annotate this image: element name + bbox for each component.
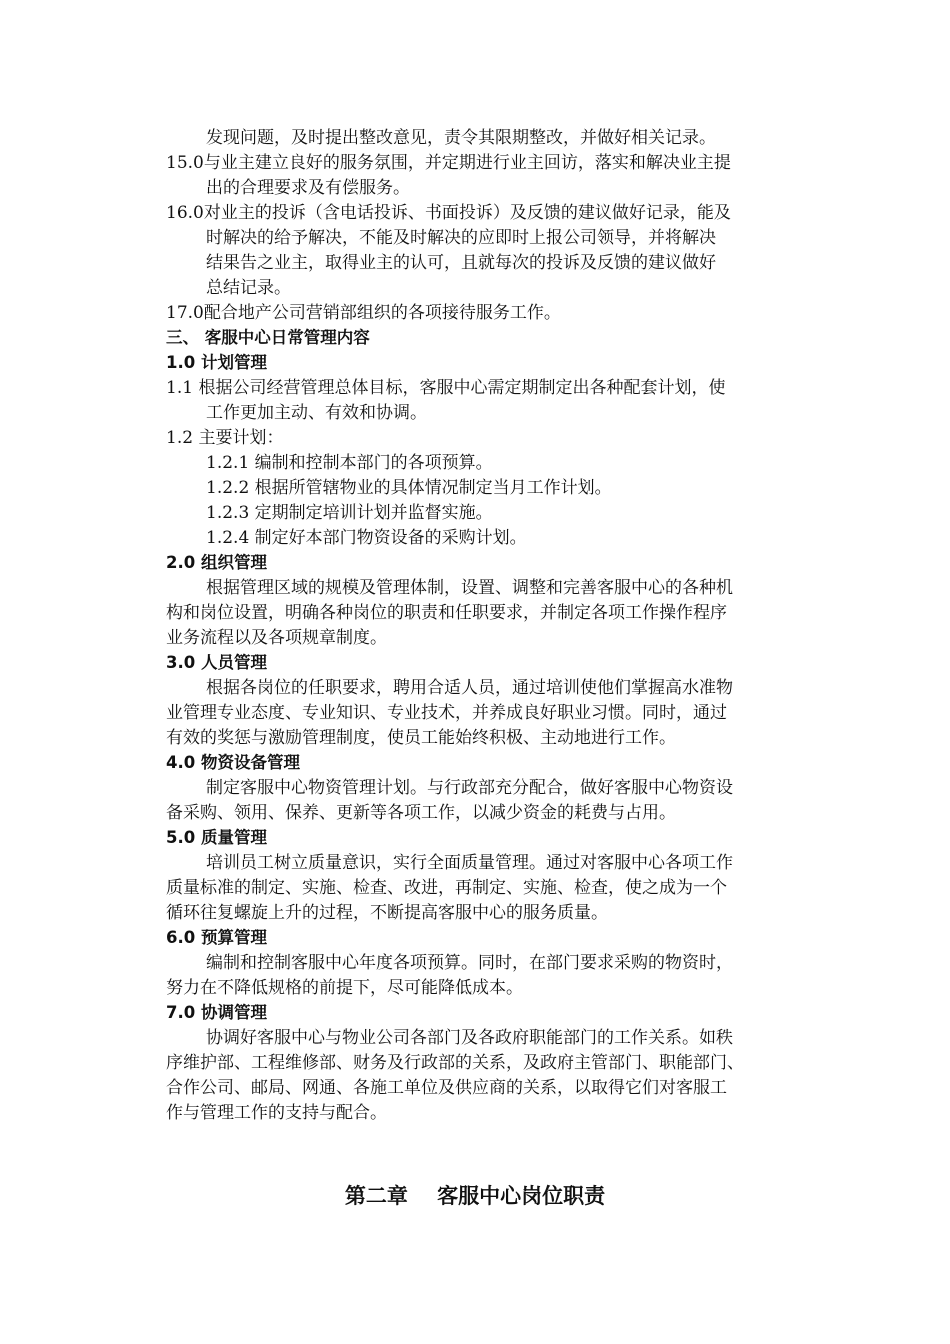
text-line: 1.1 根据公司经营管理总体目标，客服中心需定期制定出各种配套计划，使 — [166, 378, 726, 398]
text-line: 工作更加主动、有效和协调。 — [206, 403, 427, 423]
text-line: 有效的奖惩与激励管理制度，使员工能始终积极、主动地进行工作。 — [166, 728, 676, 748]
text-line: 17.0配合地产公司营销部组织的各项接待服务工作。 — [166, 303, 561, 323]
text-line: 作与管理工作的支持与配合。 — [166, 1103, 387, 1123]
text-line: 1.2 主要计划： — [166, 428, 284, 448]
section-heading: 1.0 计划管理 — [166, 353, 267, 372]
section-heading: 4.0 物资设备管理 — [166, 753, 300, 772]
text-line: 编制和控制客服中心年度各项预算。同时，在部门要求采购的物资时， — [206, 953, 733, 973]
text-line: 协调好客服中心与物业公司各部门及各政府职能部门的工作关系。如秩 — [206, 1028, 733, 1048]
section-heading: 5.0 质量管理 — [166, 828, 267, 847]
text-line: 业管理专业态度、专业知识、专业技术，并养成良好职业习惯。同时，通过 — [166, 703, 727, 723]
section-heading: 三、 客服中心日常管理内容 — [166, 328, 370, 347]
text-line: 备采购、领用、保养、更新等各项工作，以减少资金的耗费与占用。 — [166, 803, 676, 823]
text-line: 1.2.1 编制和控制本部门的各项预算。 — [206, 453, 493, 473]
text-line: 根据管理区域的规模及管理体制，设置、调整和完善客服中心的各种机 — [206, 578, 733, 598]
text-line: 1.2.2 根据所管辖物业的具体情况制定当月工作计划。 — [206, 478, 612, 498]
text-line: 循环往复螺旋上升的过程，不断提高客服中心的服务质量。 — [166, 903, 608, 923]
text-line: 出的合理要求及有偿服务。 — [206, 178, 410, 198]
section-heading: 7.0 协调管理 — [166, 1003, 267, 1022]
text-line: 结果告之业主，取得业主的认可，且就每次的投诉及反馈的建议做好 — [206, 253, 716, 273]
text-line: 业务流程以及各项规章制度。 — [166, 628, 387, 648]
text-line: 16.0对业主的投诉（含电话投诉、书面投诉）及反馈的建议做好记录，能及 — [166, 203, 731, 223]
text-line: 1.2.3 定期制定培训计划并监督实施。 — [206, 503, 493, 523]
section-heading: 3.0 人员管理 — [166, 653, 267, 672]
text-line: 序维护部、工程维修部、财务及行政部的关系，及政府主管部门、职能部门、 — [166, 1053, 744, 1073]
text-line: 总结记录。 — [206, 278, 291, 298]
text-line: 发现问题，及时提出整改意见，责令其限期整改，并做好相关记录。 — [206, 128, 716, 148]
section-heading: 2.0 组织管理 — [166, 553, 267, 572]
text-line: 质量标准的制定、实施、检查、改进，再制定、实施、检查，使之成为一个 — [166, 878, 727, 898]
text-line: 培训员工树立质量意识，实行全面质量管理。通过对客服中心各项工作 — [206, 853, 733, 873]
text-line: 根据各岗位的任职要求，聘用合适人员，通过培训使他们掌握高水准物 — [206, 678, 733, 698]
section-heading: 6.0 预算管理 — [166, 928, 267, 947]
text-line: 构和岗位设置，明确各种岗位的职责和任职要求，并制定各项工作操作程序 — [166, 603, 727, 623]
text-line: 时解决的给予解决，不能及时解决的应即时上报公司领导，并将解决 — [206, 228, 716, 248]
text-line: 1.2.4 制定好本部门物资设备的采购计划。 — [206, 528, 527, 548]
text-line: 制定客服中心物资管理计划。与行政部充分配合，做好客服中心物资设 — [206, 778, 733, 798]
text-line: 努力在不降低规格的前提下，尽可能降低成本。 — [166, 978, 523, 998]
text-line: 15.0与业主建立良好的服务氛围，并定期进行业主回访，落实和解决业主提 — [166, 153, 731, 173]
chapter-title: 第二章 客服中心岗位职责 — [344, 1184, 606, 1208]
text-line: 合作公司、邮局、网通、各施工单位及供应商的关系，以取得它们对客服工 — [166, 1078, 727, 1098]
